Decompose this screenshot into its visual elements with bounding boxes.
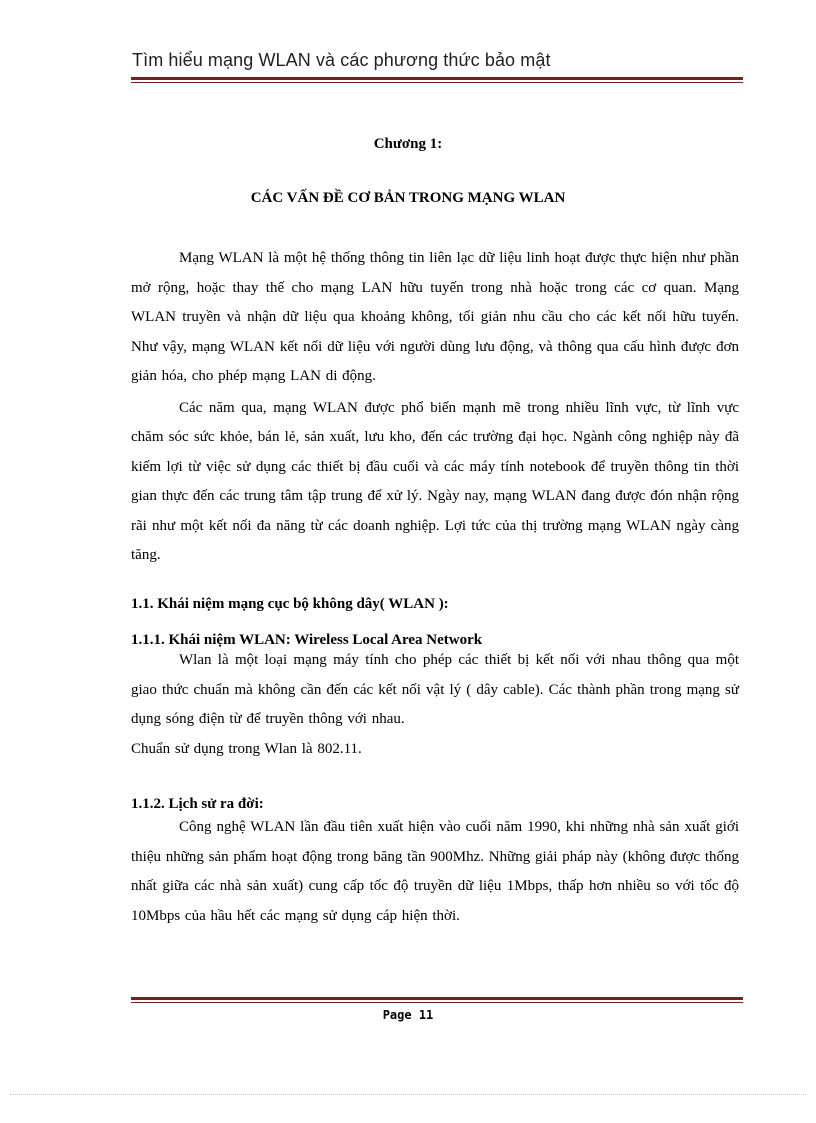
footer-rule — [131, 997, 743, 1003]
page-number: Page 11 — [382, 1008, 434, 1022]
subsection-heading: 1.1.1. Khái niệm WLAN: Wireless Local Area Network — [131, 632, 483, 648]
subsection-heading: 1.1.2. Lịch sử ra đời: — [131, 796, 264, 812]
intro-paragraph-1: Mạng WLAN là một hệ thống thông tin liên lạc dữ liệu linh hoạt được thực hiện như phần mở rộng, hoặc thay thế cho mạng LAN hữu tuyến trong nhà hoặc trong các cơ quan. Mạng WLAN truyền và nhận dữ liệu qua khoảng không, tối giản nhu cầu cho các kết nối hữu tuyến. Như vậy, mạng WLAN kết nối dữ liệu với người dùng lưu động, và thông qua cấu hình được đơn giản hóa, cho phép mạng LAN di động. — [131, 250, 739, 384]
section-1-1-1 — [131, 632, 739, 764]
chapter-title: CÁC VẤN ĐỀ CƠ BẢN TRONG MẠNG WLAN — [250, 190, 566, 206]
body-paragraph: Công nghệ WLAN lần đầu tiên xuất hiện vào cuối năm 1990, khi những nhà sản xuất giới thiệu những sản phẩm hoạt động trong băng tần 900Mhz. Những giải pháp này (không được thống nhất giữa các nhà sản xuất) cung cấp tốc độ truyền dữ liệu 1Mbps, thấp hơn nhiều so với tốc độ 10Mbps của hầu hết các mạng sử dụng cáp hiện thời. — [131, 819, 739, 924]
header-rule — [131, 77, 743, 83]
section-1-1-2 — [131, 796, 739, 931]
body-paragraph: Wlan là một loại mạng máy tính cho phép các thiết bị kết nối với nhau thông qua một giao thức chuẩn mà không cần đến các kết nối vật lý ( dây cable). Các thành phần trong mạng sử dụng sóng điện từ để truyền thông với nhau. — [131, 652, 739, 727]
running-header: Tìm hiểu mạng WLAN và các phương thức bảo mật — [132, 50, 551, 70]
page-break-line — [10, 1094, 806, 1095]
intro-paragraph-2: Các năm qua, mạng WLAN được phổ biến mạnh mẽ trong nhiều lĩnh vực, từ lĩnh vực chăm sóc sức khỏe, bán lẻ, sản xuất, lưu kho, đến các trường đại học. Ngành công nghiệp này đã kiếm lợi từ việc sử dụng các thiết bị đầu cuối và các máy tính notebook để truyền thông tin thời gian thực đến các trung tâm tập trung để xử lý. Ngày nay, mạng WLAN đang được đón nhận rộng rãi như một kết nối đa năng từ các doanh nghiệp. Lợi tức của thị trường mạng WLAN ngày càng tăng. — [131, 399, 739, 563]
section-1-1 — [131, 596, 739, 613]
section-heading: 1.1. Khái niệm mạng cục bộ không dây( WLAN ): — [131, 596, 449, 612]
body-paragraph: Chuẩn sử dụng trong Wlan là 802.11. — [131, 740, 362, 757]
chapter-number: Chương 1: — [373, 136, 443, 152]
intro-section — [131, 244, 739, 571]
